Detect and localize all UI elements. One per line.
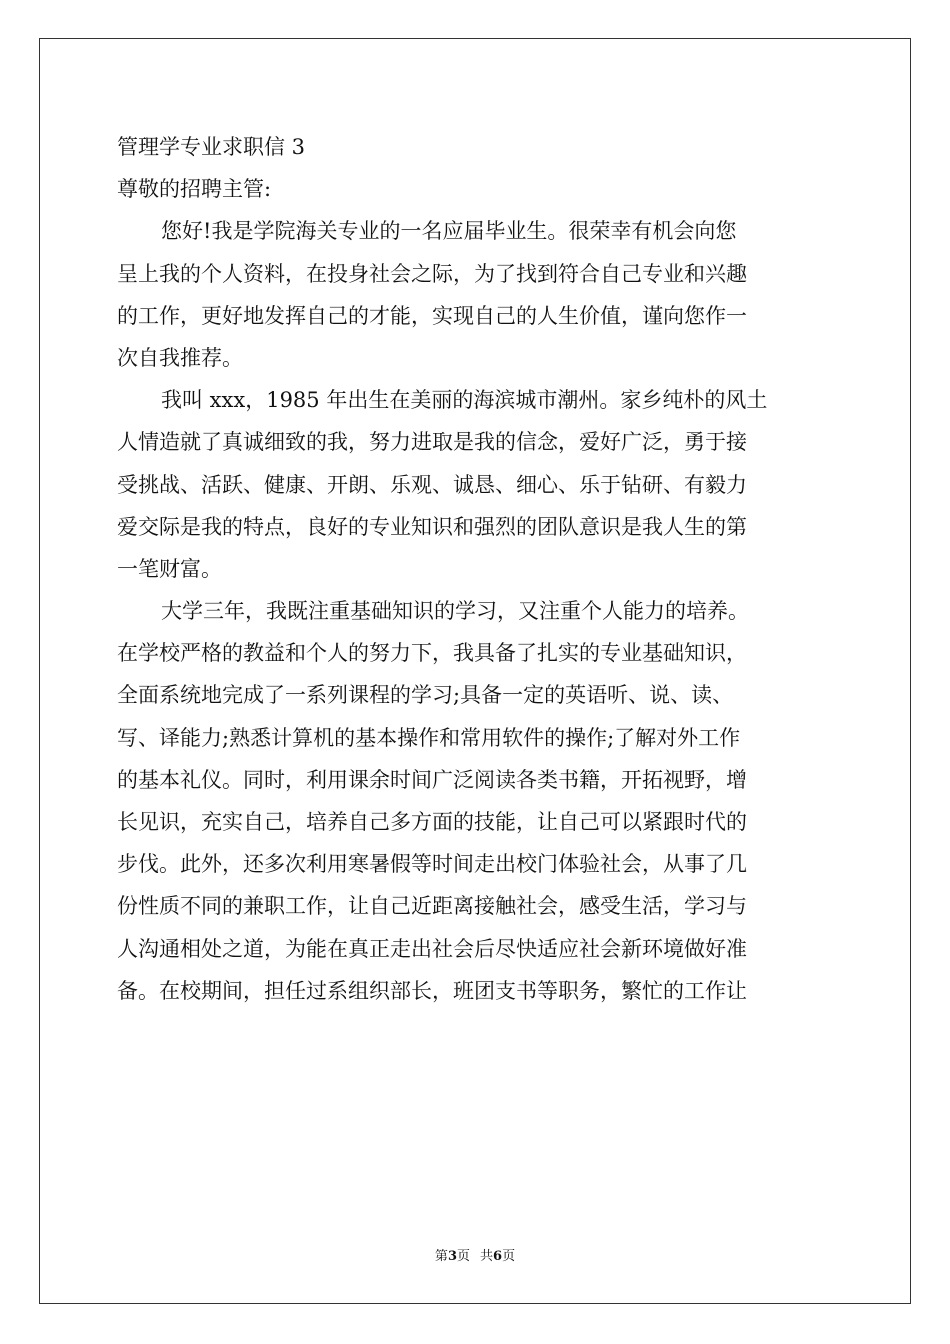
document-body — [117, 126, 835, 1012]
total-prefix: 共 — [480, 1249, 494, 1264]
paragraph-line: 写、译能力;熟悉计算机的基本操作和常用软件的操作;了解对外工作 — [117, 725, 741, 750]
paragraph-line: 人沟通相处之道，为能在真正走出社会后尽快适应社会新环境做好准 — [117, 936, 747, 961]
total-pages: 6 — [493, 1249, 503, 1264]
paragraph-line: 受挑战、活跃、健康、开朗、乐观、诚恳、细心、乐于钻研、有毅力 — [117, 472, 747, 497]
paragraph-line: 我叫 xxx，1985 年出生在美丽的海滨城市潮州。家乡纯朴的风土 — [161, 388, 768, 413]
page-number: 3 — [447, 1249, 457, 1264]
document-title: 管理学专业求职信 3 — [117, 135, 306, 159]
paragraph-line: 步伐。此外，还多次利用寒暑假等时间走出校门体验社会，从事了几 — [117, 852, 747, 877]
paragraph-line: 的基本礼仪。同时，利用课余时间广泛阅读各类书籍，开拓视野，增 — [117, 767, 747, 792]
paragraph-line: 全面系统地完成了一系列课程的学习;具备一定的英语听、说、读、 — [117, 683, 734, 708]
salutation: 尊敬的招聘主管: — [117, 177, 272, 202]
paragraph-line: 一笔财富。 — [117, 556, 222, 581]
total-suffix: 页 — [502, 1249, 516, 1264]
page-footer — [0, 1248, 950, 1266]
paragraph-line: 爱交际是我的特点，良好的专业知识和强烈的团队意识是我人生的第 — [117, 514, 747, 539]
page-suffix: 页 — [456, 1249, 470, 1264]
paragraph-line: 您好!我是学院海关专业的一名应届毕业生。很荣幸有机会向您 — [161, 219, 737, 244]
paragraph-line: 份性质不同的兼职工作，让自己近距离接触社会，感受生活，学习与 — [117, 894, 747, 919]
paragraph-line: 呈上我的个人资料，在投身社会之际，为了找到符合自己专业和兴趣 — [117, 261, 747, 286]
paragraph-line: 长见识，充实自己，培养自己多方面的技能，让自己可以紧跟时代的 — [117, 810, 747, 834]
paragraph-line: 人情造就了真诚细致的我，努力进取是我的信念，爱好广泛，勇于接 — [117, 430, 747, 455]
paragraph-line: 大学三年，我既注重基础知识的学习，又注重个人能力的培养。 — [161, 599, 749, 624]
paragraph-line: 在学校严格的教益和个人的努力下，我具备了扎实的专业基础知识， — [117, 641, 747, 666]
page-prefix: 第 — [434, 1249, 448, 1264]
paragraph-line: 次自我推荐。 — [117, 345, 243, 370]
paragraph-line: 的工作，更好地发挥自己的才能，实现自己的人生价值，谨向您作一 — [117, 303, 747, 328]
paragraph-line: 备。在校期间，担任过系组织部长，班团支书等职务，繁忙的工作让 — [117, 978, 747, 1003]
